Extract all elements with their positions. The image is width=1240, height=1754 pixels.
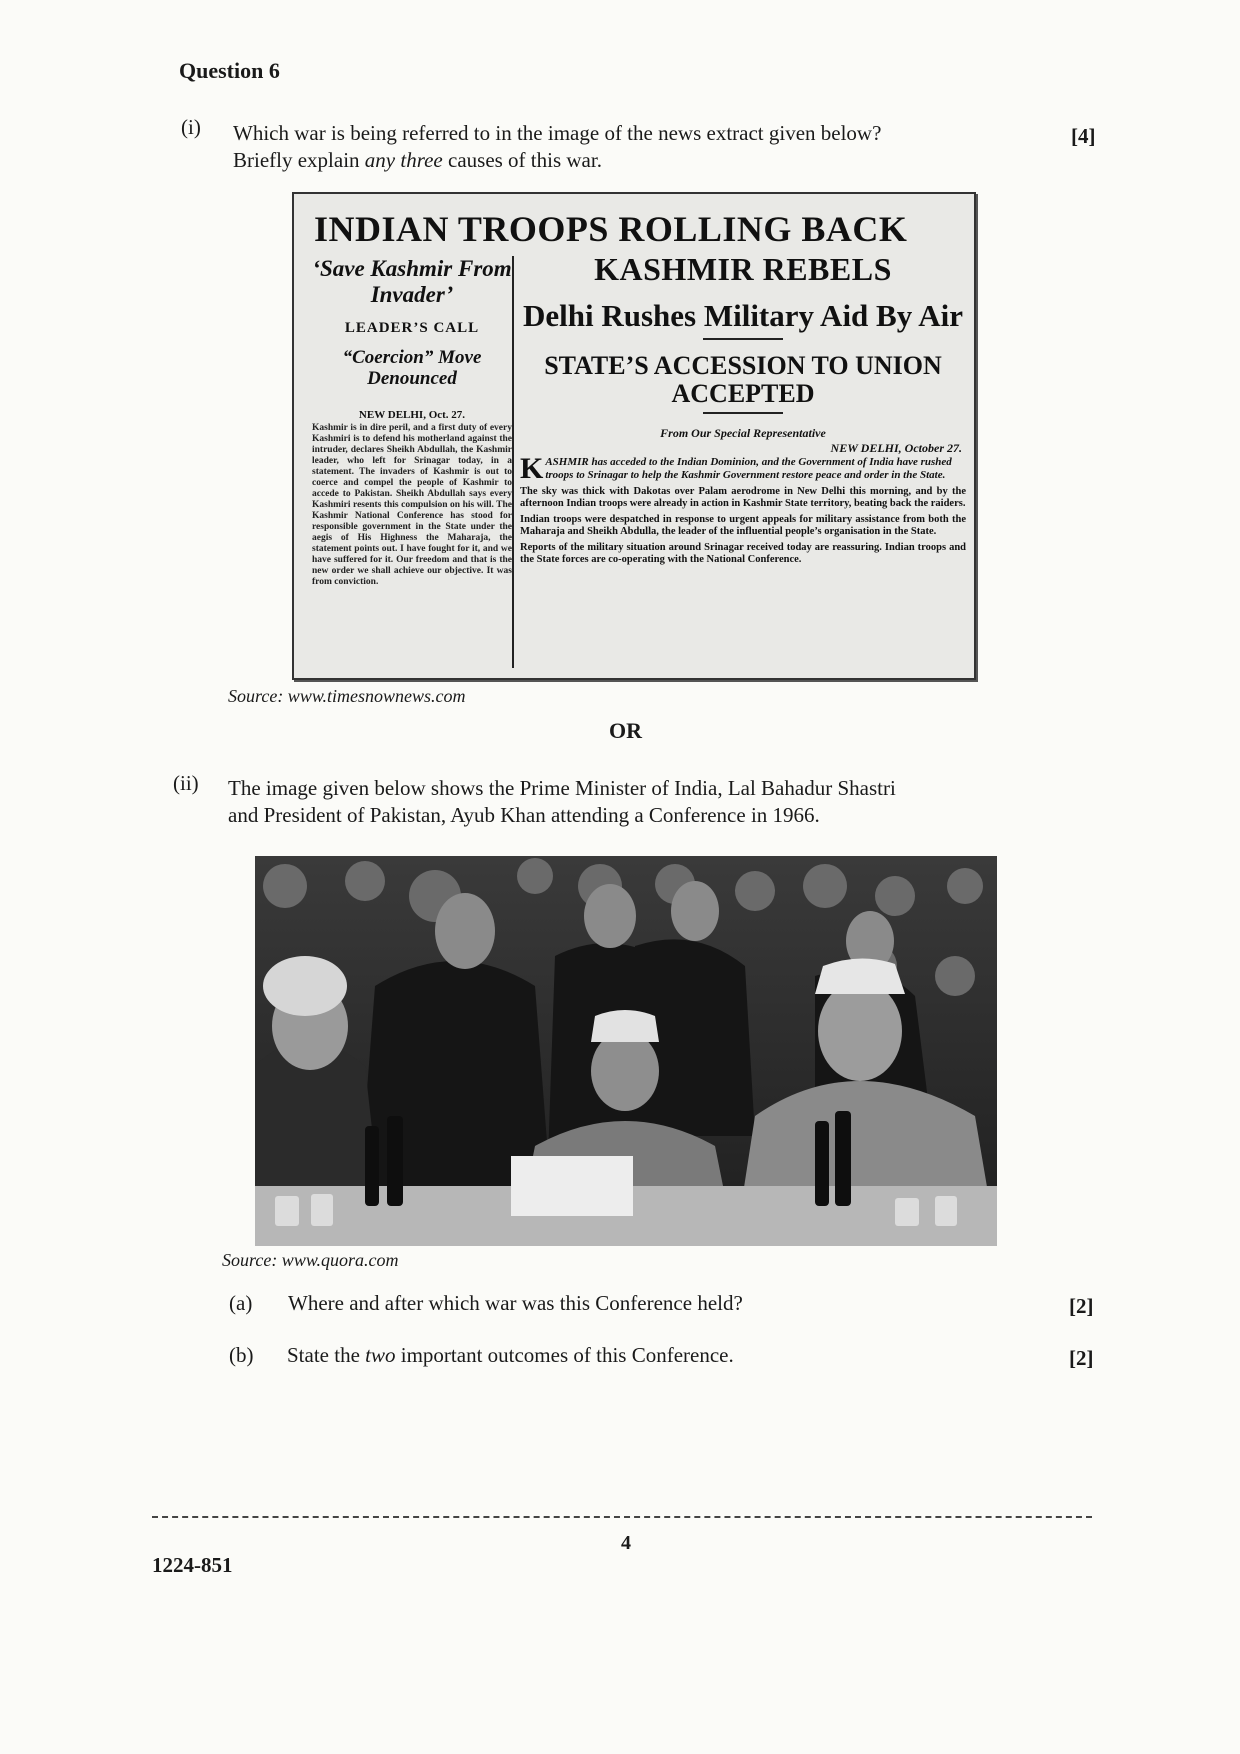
part-ii-numeral: (ii) <box>173 771 199 795</box>
newspaper-body-3: Reports of the military situation around Srinagar received today are reassuring. Indian troops and the State forces are co-operating with the National Conference. <box>520 542 966 565</box>
newspaper-left-title: ‘Save Kashmir From Invader’ <box>312 256 512 307</box>
newspaper-body-1: The sky was thick with Dakotas over Palam aerodrome in New Delhi this morning, and by the afternoon Indian troops were already in action in Kashmir State territory, beating back the raiders. <box>520 486 966 509</box>
page-number: 4 <box>621 1532 631 1554</box>
newspaper-clipping <box>292 192 976 680</box>
part-ii-line1: The image given below shows the Prime Minister of India, Lal Bahadur Shastri <box>228 776 896 800</box>
newspaper-left-subtitle: “Coercion” Move Denounced <box>342 347 482 389</box>
newspaper-body-2: Indian troops were despatched in response to urgent appeals for military assistance from both the Maharaja and Sheikh Abdulla, the leader of the influential people’s organisation in the State. <box>520 514 966 537</box>
question-heading: Question 6 <box>179 58 280 83</box>
newspaper-left-call: LEADER’S CALL <box>344 320 480 336</box>
part-i-line2 <box>233 147 1033 174</box>
source-1: Source: www.timesnownews.com <box>228 686 466 706</box>
part-ii-question <box>228 775 1048 829</box>
part-i-line1: Which war is being referred to in the image of the news extract given below? <box>233 121 882 145</box>
newspaper-right-dateline: NEW DELHI, October 27. <box>830 441 962 455</box>
sub-b-text <box>287 1342 734 1369</box>
newspaper-byline: From Our Special Representative <box>660 426 826 440</box>
newspaper-left-dateline: NEW DELHI, Oct. 27. <box>358 409 466 421</box>
newspaper-lead-paragraph <box>520 452 966 485</box>
sub-a-text: Where and after which war was this Conference held? <box>288 1291 743 1315</box>
part-i-line2-emphasis: any three <box>364 148 443 172</box>
newspaper-delhi-headline: Delhi Rushes Military Aid By Air <box>522 298 964 333</box>
newspaper-dropcap: K <box>520 452 544 485</box>
newspaper-kashmir-headline: KASHMIR REBELS <box>594 252 892 287</box>
newspaper-rule <box>703 338 783 340</box>
or-separator: OR <box>609 718 642 743</box>
newspaper-headline: INDIAN TROOPS ROLLING BACK <box>314 209 908 249</box>
part-i-marks: [4] <box>1071 124 1096 148</box>
sub-b-text-post: important outcomes of this Conference. <box>395 1343 734 1367</box>
sub-b-marks: [2] <box>1069 1346 1094 1370</box>
part-i-question <box>233 120 1033 174</box>
sub-a-label: (a) <box>229 1291 253 1315</box>
sub-b-text-pre: State the <box>287 1343 366 1367</box>
newspaper-state-headline: STATE’S ACCESSION TO UNION ACCEPTED <box>544 351 942 408</box>
part-ii-line2: and President of Pakistan, Ayub Khan attending a Conference in 1966. <box>228 803 820 827</box>
source-2: Source: www.quora.com <box>222 1250 399 1270</box>
footer-divider <box>152 1516 1092 1518</box>
sub-b-label: (b) <box>229 1343 254 1367</box>
sub-a-marks: [2] <box>1069 1294 1094 1318</box>
newspaper-left-column <box>312 256 514 668</box>
newspaper-left-body: Kashmir is in dire peril, and a first duty of every Kashmiri is to defend his motherland against the intruder, declares Sheikh Abdullah, the Kashmir leader, who left for Srinagar today, in a statement. The invaders of Kashmir is out to coerce and compel the people of Kashmir to accede to Pakistan. Sheikh Abdullah says every Kashmiri resents this compulsion on his will. The Kashmir National Conference has stood for responsible government in the State under the aegis of His Highness the Maharaja, the statement points out. I have fought for it, and we have suffered for it. Our freedom and that is the new order we shall achieve our objective. It was from conviction. <box>312 423 512 587</box>
newspaper-lead-text: ASHMIR has acceded to the Indian Dominion, and the Government of India have rushed troops to Srinagar to help the Kashmir Government restore peace and order in the State. <box>545 456 952 481</box>
newspaper-right-column <box>520 252 966 672</box>
newspaper-rule <box>703 412 783 414</box>
conference-photograph <box>255 856 997 1246</box>
part-i-line2-post: causes of this war. <box>442 148 602 172</box>
paper-code: 1224-851 <box>152 1553 233 1577</box>
conference-photo-image <box>255 856 997 1246</box>
part-i-line2-pre: Briefly explain <box>233 148 365 172</box>
part-i-numeral: (i) <box>181 115 201 139</box>
sub-b-text-emphasis: two <box>365 1343 396 1367</box>
